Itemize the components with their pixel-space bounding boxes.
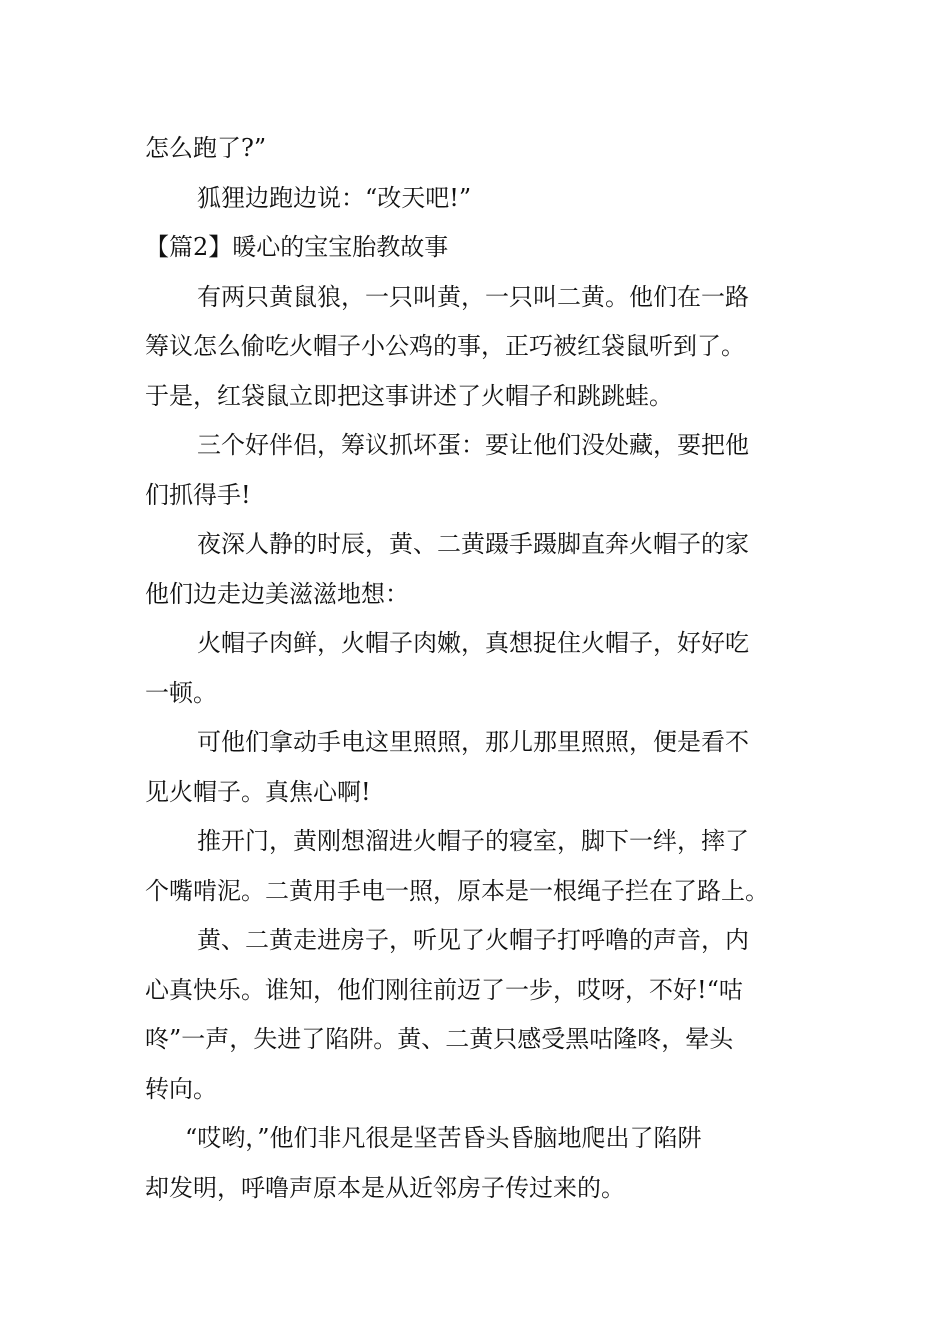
text-line: 有两只黄鼠狼，一只叫黄，一只叫二黄。他们在一路 (197, 282, 749, 311)
text-line: 见火帽子。真焦心啊! (145, 777, 371, 806)
text-line: 咚”一声，失进了陷阱。黄、二黄只感受黑咕隆咚，晕头 (145, 1025, 734, 1053)
text-line: 们抓得手! (145, 480, 251, 509)
text-line: 夜深人静的时辰，黄、二黄蹑手蹑脚直奔火帽子的家 (197, 530, 749, 558)
story-text (145, 124, 810, 1213)
text-line: 可他们拿动手电这里照照，那儿那里照照，便是看不 (197, 728, 749, 756)
text-line: 火帽子肉鲜，火帽子肉嫩，真想捉住火帽子，好好吃 (197, 629, 749, 657)
text-line: 筹议怎么偷吃火帽子小公鸡的事，正巧被红袋鼠听到了。 (145, 332, 745, 360)
text-line: 个嘴啃泥。二黄用手电一照，原本是一根绳子拦在了路上。 (145, 876, 769, 905)
text-line: 三个好伴侣，筹议抓坏蛋：要让他们没处藏，要把他 (197, 431, 749, 459)
text-line: 黄、二黄走进房子，听见了火帽子打呼噜的声音，内 (197, 926, 749, 954)
text-line: 狐狸边跑边说：“改天吧!” (197, 183, 472, 212)
text-line: 怎么跑了?” (145, 134, 267, 162)
text-line: 转向。 (145, 1074, 217, 1103)
text-line: 却发明，呼噜声原本是从近邻房子传过来的。 (145, 1173, 625, 1202)
text-line: 推开门，黄刚想溜进火帽子的寝室，脚下一绊，摔了 (197, 827, 749, 855)
text-line: 一顿。 (145, 678, 217, 707)
text-line: 心真快乐。谁知，他们刚往前迈了一步，哎呀，不好!“咕 (145, 975, 743, 1004)
text-line: 他们边走边美滋滋地想： (145, 579, 409, 608)
text-line: “哎哟，”他们非凡很是坚苦昏头昏脑地爬出了陷阱 (185, 1124, 702, 1152)
section-heading: 【篇2】暖心的宝宝胎教故事 (145, 233, 449, 261)
text-line: 于是，红袋鼠立即把这事讲述了火帽子和跳跳蛙。 (145, 381, 673, 410)
